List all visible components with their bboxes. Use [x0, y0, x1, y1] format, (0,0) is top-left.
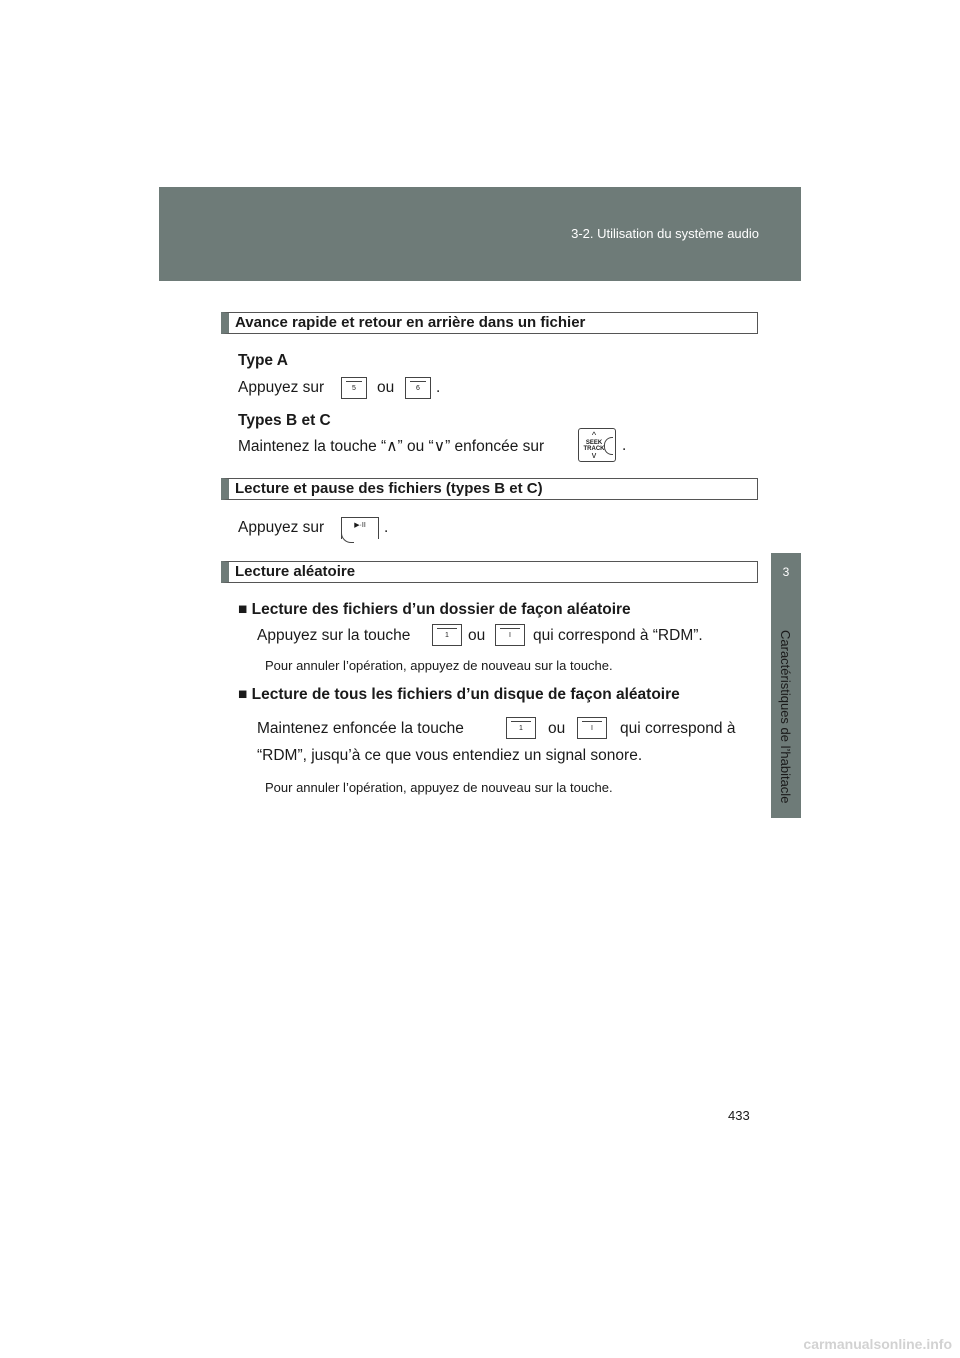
bullet2-line2: “RDM”, jusqu’à ce que vous entendiez un signal sonore.	[257, 747, 643, 764]
type-bc-text: Maintenez la touche “∧” ou “∨” enfoncée sur	[238, 438, 545, 455]
seek-bracket-icon	[604, 437, 613, 455]
seek-up-arrow-icon: ^	[591, 430, 597, 440]
bullet1-text-before: Appuyez sur la touche	[257, 627, 411, 644]
type-bc-text-end: .	[622, 437, 627, 454]
bullet1-text-mid: ou	[468, 627, 486, 644]
key-i-icon-b: I	[577, 717, 607, 739]
play-text-end: .	[384, 519, 389, 536]
play-pause-key-label: ▶·II	[354, 522, 366, 529]
type-a-text-before: Appuyez sur	[238, 379, 325, 396]
bullet1-note: Pour annuler l’opération, appuyez de nouveau sur la touche.	[265, 658, 613, 673]
seek-down-arrow-icon: v	[591, 450, 597, 460]
play-text-before: Appuyez sur	[238, 519, 325, 536]
section-heading-play-pause: Lecture et pause des fichiers (types B et C)	[221, 478, 758, 500]
type-a-text-mid: ou	[377, 379, 395, 396]
type-bc-label: Types B et C	[238, 412, 331, 429]
bullet1-text-end: qui correspond à “RDM”.	[533, 627, 703, 644]
chapter-label: Caractéristiques de l’habitacle	[778, 630, 793, 804]
key-1-icon: 1	[432, 624, 462, 646]
seek-track-key-icon	[578, 428, 616, 462]
type-a-text-end: .	[436, 379, 441, 396]
section-heading-random: Lecture aléatoire	[221, 561, 758, 583]
watermark: carmanualsonline.info	[803, 1336, 952, 1352]
bullet2-line1-b: ou	[548, 720, 566, 737]
play-key-curve-icon	[341, 532, 354, 543]
bullet2-title: ■ Lecture de tous les fichiers d’un disque de façon aléatoire	[238, 686, 680, 703]
seek-track-label: SEEK TRACK	[583, 440, 605, 452]
type-a-label: Type A	[238, 352, 288, 369]
bullet1-title: ■ Lecture des fichiers d’un dossier de façon aléatoire	[238, 601, 631, 618]
header-band	[159, 187, 801, 281]
bullet2-line1-c: qui correspond à	[620, 720, 736, 737]
page-number: 433	[728, 1108, 750, 1123]
key-1-icon-b: 1	[506, 717, 536, 739]
bullet2-line1-a: Maintenez enfoncée la touche	[257, 720, 464, 737]
key-i-icon: I	[495, 624, 525, 646]
play-pause-key-icon	[341, 517, 379, 539]
key-6-icon: 6	[405, 377, 431, 399]
bullet2-note: Pour annuler l’opération, appuyez de nouveau sur la touche.	[265, 780, 613, 795]
header-title: 3-2. Utilisation du système audio	[571, 226, 759, 241]
chapter-number: 3	[782, 565, 790, 579]
section-heading-fast-forward: Avance rapide et retour en arrière dans un fichier	[221, 312, 758, 334]
key-5-icon: 5	[341, 377, 367, 399]
